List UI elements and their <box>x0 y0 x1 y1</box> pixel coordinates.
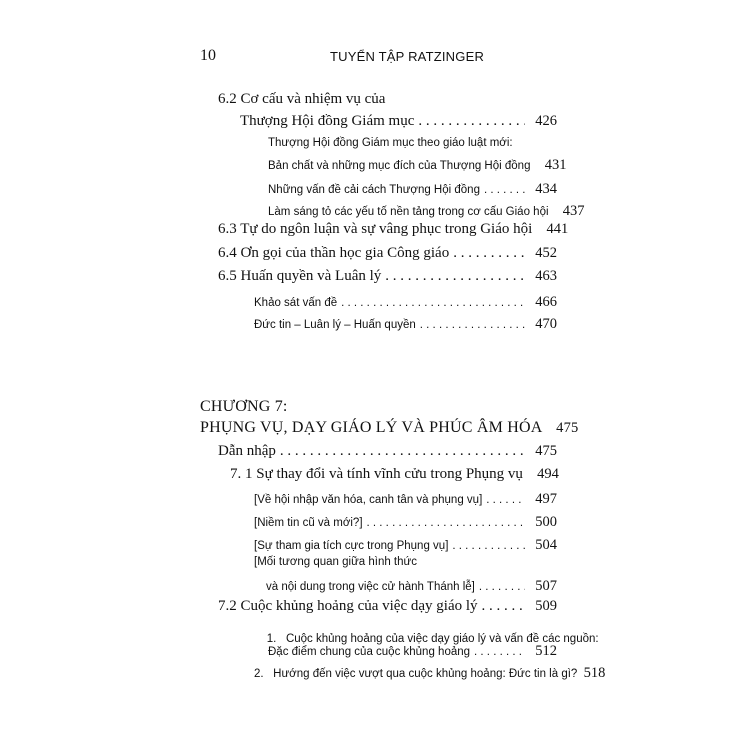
toc-page-number: 452 <box>535 245 557 261</box>
chapter-title: PHỤNG VỤ, DẠY GIÁO LÝ VÀ PHÚC ÂM HÓA 475 <box>200 419 579 436</box>
leader-dots <box>486 494 525 506</box>
leader-dots <box>453 245 525 262</box>
toc-subentry: 2. Hướng đến việc vượt qua cuộc khủng hoảng: Đức tin là gì? 518 <box>254 665 606 681</box>
toc-subentry: Bản chất và những mục đích của Thượng Hội đồng 431 <box>268 157 567 173</box>
toc-page-number: 518 <box>583 665 606 681</box>
leader-dots <box>341 297 525 309</box>
toc-page-number: 437 <box>562 203 585 219</box>
toc-entry: Dẫn nhập . . . 475 <box>218 443 557 460</box>
toc-entry: 7. 1 Sự thay đổi và tính vĩnh cửu trong Phụng vụ 494 <box>230 466 559 482</box>
running-header: TUYỂN TẬP RATZINGER <box>330 49 485 64</box>
toc-entry-heading: 6.2 Cơ cấu và nhiệm vụ của <box>218 91 386 107</box>
toc-page-number: 434 <box>535 181 557 197</box>
toc-page-number: 470 <box>535 316 557 332</box>
toc-entry: 6.4 Ơn gọi của thần học gia Công giáo . . . 452 <box>218 245 557 262</box>
toc-page-number: 504 <box>535 537 557 553</box>
toc-page-number: 431 <box>544 157 567 173</box>
toc-subentry-heading: Thượng Hội đồng Giám mục theo giáo luật mới: <box>268 137 513 149</box>
toc-entry: 6.3 Tự do ngôn luận và sự vâng phục trong Giáo hội 441 <box>218 221 569 237</box>
toc-subentry: [Niềm tin cũ và mới?] . . . 500 <box>254 514 557 531</box>
toc-subentry: Làm sáng tỏ các yếu tố nền tảng trong cơ cấu Giáo hội 437 <box>268 203 585 219</box>
leader-dots <box>484 184 525 196</box>
leader-dots <box>420 319 525 331</box>
page-number: 10 <box>200 47 216 64</box>
toc-page-number: 509 <box>535 598 557 614</box>
chapter-label: CHƯƠNG 7: <box>200 398 288 415</box>
toc-entry: 7.2 Cuộc khủng hoảng của việc dạy giáo lý . . . 509 <box>218 598 557 615</box>
toc-subentry: [Sự tham gia tích cực trong Phụng vụ] . . . 504 <box>254 537 557 554</box>
toc-subentry: và nội dung trong việc cử hành Thánh lễ] . . . 507 <box>266 578 557 595</box>
toc-page-number: 441 <box>546 221 569 237</box>
toc-subentry: Những vấn đề cải cách Thượng Hội đồng . . . 434 <box>268 181 557 198</box>
leader-dots <box>367 517 525 529</box>
toc-page-number: 466 <box>535 294 557 310</box>
leader-dots <box>479 581 525 593</box>
toc-subentry: Khảo sát vấn đề . . . 466 <box>254 294 557 311</box>
toc-page-number: 463 <box>535 268 557 284</box>
toc-subentry: Đức tin – Luân lý – Huấn quyền . . . 470 <box>254 316 557 333</box>
toc-page-number: 507 <box>535 578 557 594</box>
leader-dots <box>452 540 525 552</box>
toc-page-number: 494 <box>537 466 559 482</box>
toc-subentry: Đặc điểm chung của cuộc khủng hoảng . . . 512 <box>268 643 557 660</box>
leader-dots <box>474 646 525 658</box>
toc-page-number: 512 <box>535 643 557 659</box>
toc-page-number: 500 <box>535 514 557 530</box>
leader-dots <box>385 268 525 285</box>
toc-entry: 6.5 Huấn quyền và Luân lý . . . 463 <box>218 268 557 285</box>
toc-page-number: 475 <box>535 443 557 459</box>
leader-dots <box>280 443 525 460</box>
toc-entry: Thượng Hội đồng Giám mục . . . 426 <box>240 113 557 130</box>
toc-subentry-heading: [Mối tương quan giữa hình thức <box>254 556 417 568</box>
leader-dots <box>418 113 525 130</box>
toc-page-number: 475 <box>556 420 579 436</box>
leader-dots <box>482 598 525 615</box>
toc-page-number: 426 <box>535 113 557 129</box>
toc-subentry-heading: 1. Cuộc khủng hoảng của việc dạy giáo lý và vấn đề các nguồn: <box>266 633 599 645</box>
toc-subentry: [Về hội nhập văn hóa, canh tân và phụng vụ] . . . 497 <box>254 491 557 508</box>
toc-page-number: 497 <box>535 491 557 507</box>
